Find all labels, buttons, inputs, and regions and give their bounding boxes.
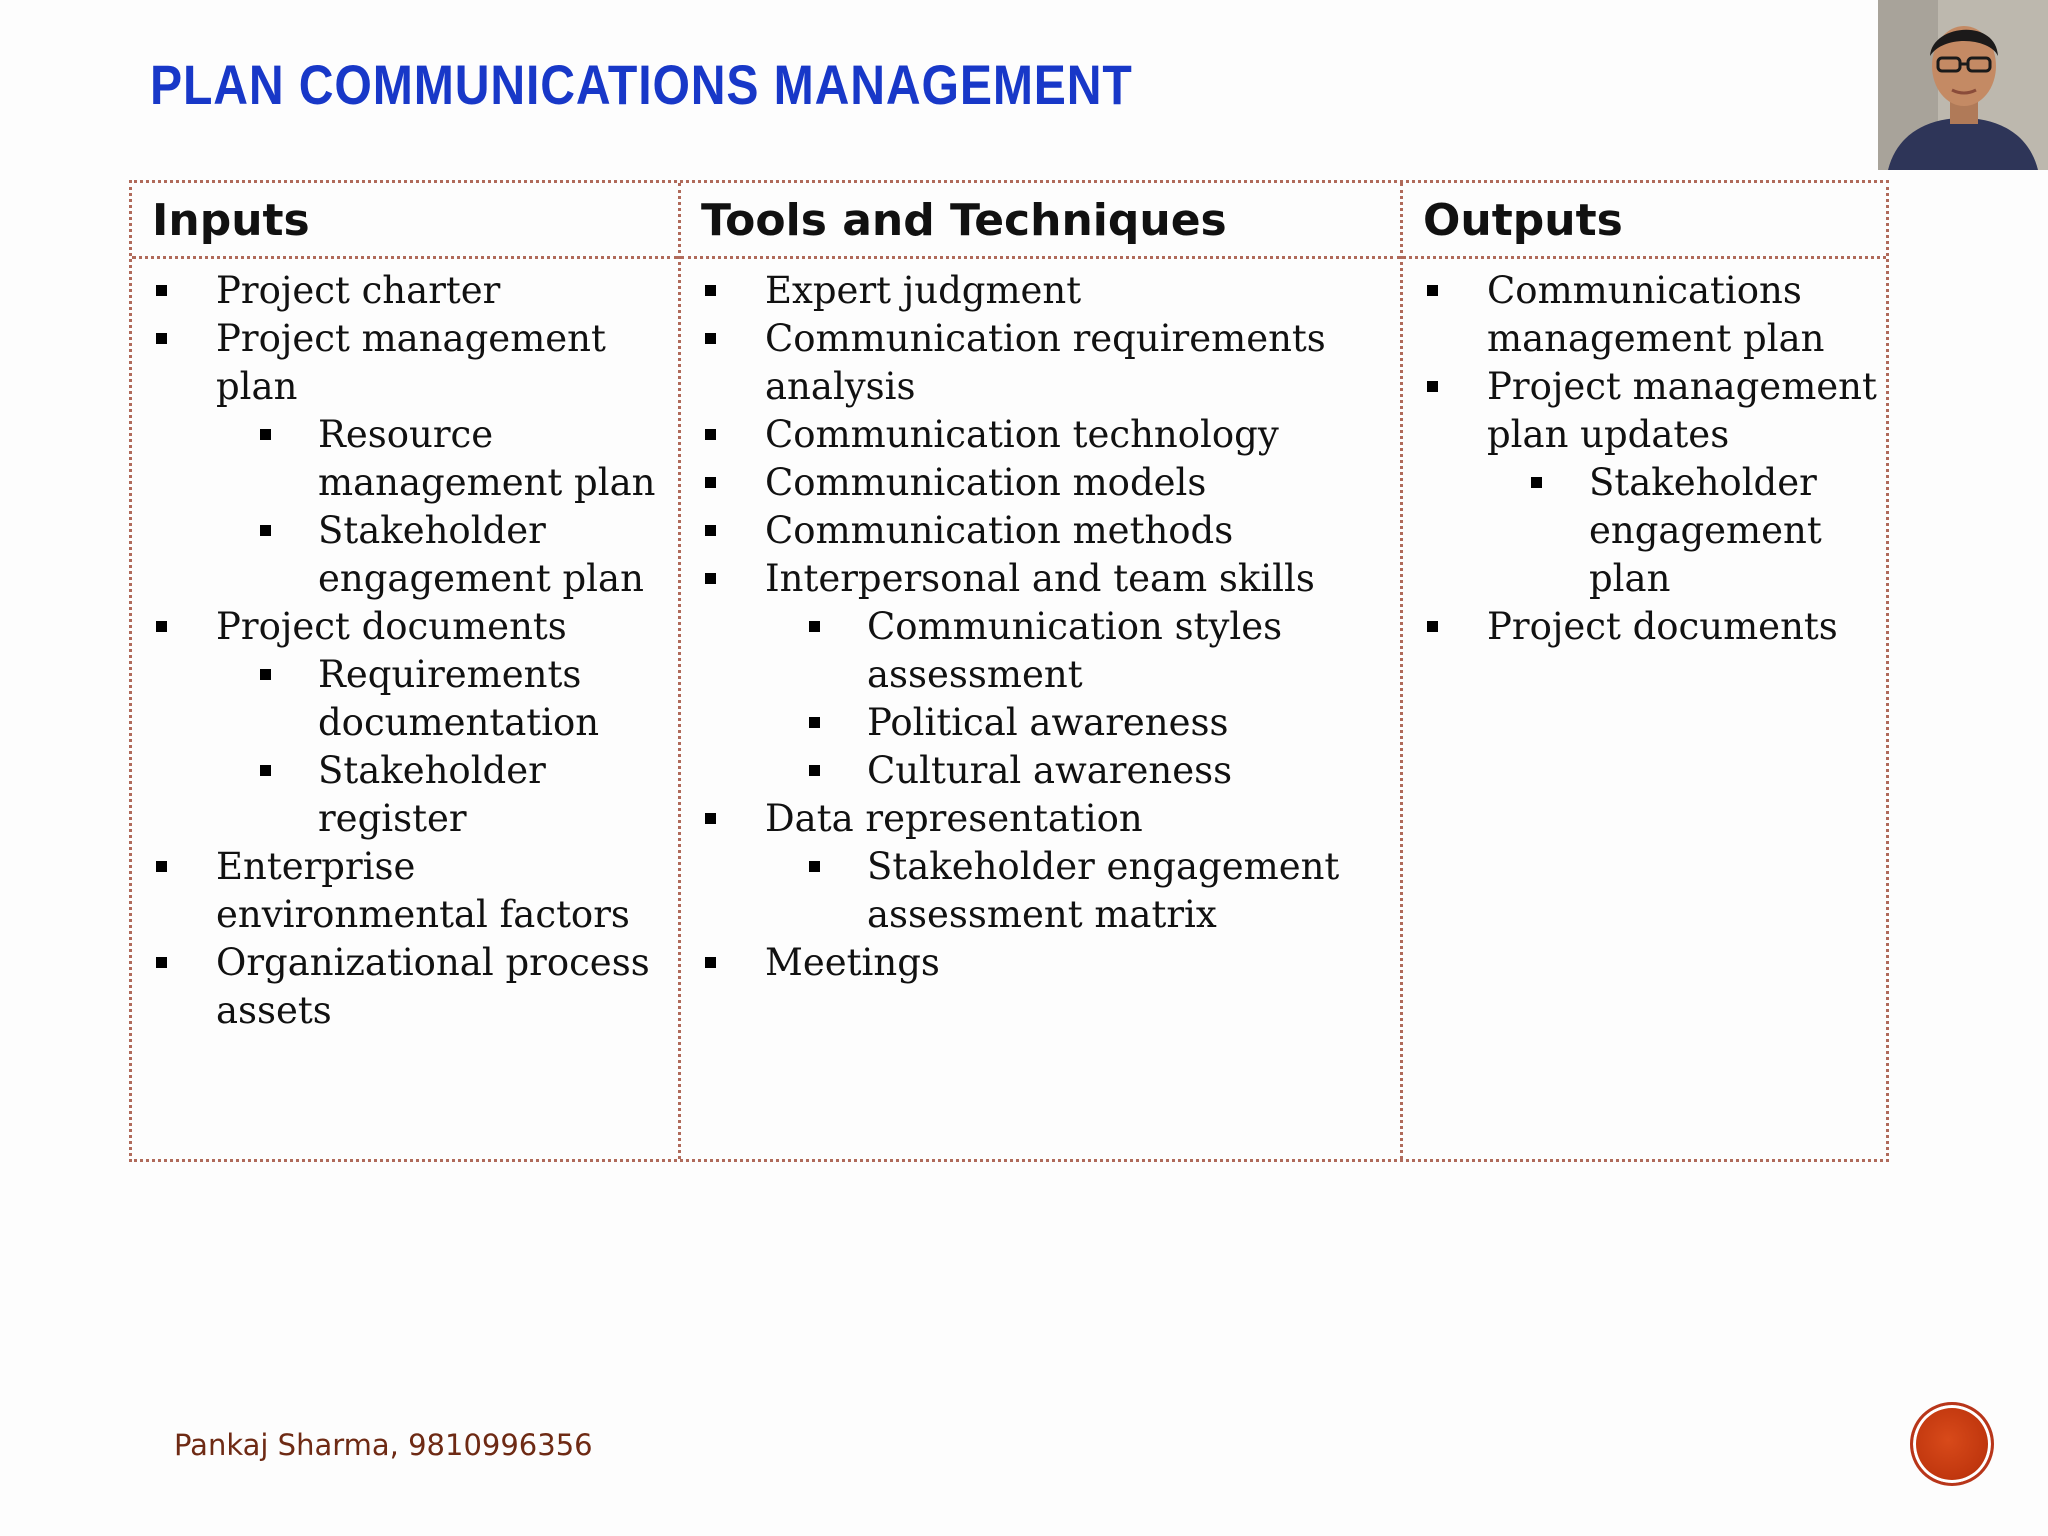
list-item: Political awareness [681, 699, 1400, 747]
list-item: Stakeholder engagement plan [132, 507, 678, 603]
list-item: Communication technology [681, 411, 1400, 459]
outputs-list [1403, 259, 1886, 651]
list-item: Resource management plan [132, 411, 678, 507]
list-item: Meetings [681, 939, 1400, 987]
outputs-header: Outputs [1403, 183, 1886, 259]
slide-nav-button[interactable] [1910, 1402, 1994, 1486]
list-item: Data representation [681, 795, 1400, 843]
tools-header: Tools and Techniques [681, 183, 1400, 259]
outputs-column [1400, 183, 1886, 1159]
list-item: Stakeholder engagement assessment matrix [681, 843, 1400, 939]
list-item: Communication models [681, 459, 1400, 507]
presenter-webcam [1878, 0, 2048, 170]
list-item: Communication requirements analysis [681, 315, 1400, 411]
list-item: Communication styles assessment [681, 603, 1400, 699]
presenter-portrait-icon [1878, 0, 2048, 170]
list-item: Cultural awareness [681, 747, 1400, 795]
slide-title: PLAN COMMUNICATIONS MANAGEMENT [150, 53, 1133, 116]
list-item: Project management plan updates [1403, 363, 1886, 459]
list-item: Organizational process assets [132, 939, 678, 1035]
list-item: Requirements documentation [132, 651, 678, 747]
footer-contact: Pankaj Sharma, 9810996356 [174, 1428, 593, 1462]
list-item: Enterprise environmental factors [132, 843, 678, 939]
list-item: Communication methods [681, 507, 1400, 555]
inputs-header: Inputs [132, 183, 678, 259]
list-item: Project documents [1403, 603, 1886, 651]
list-item: Stakeholder engagement plan [1403, 459, 1886, 603]
list-item: Stakeholder register [132, 747, 678, 843]
inputs-column [132, 183, 678, 1159]
list-item: Project documents [132, 603, 678, 651]
inputs-list [132, 259, 678, 1035]
list-item: Project charter [132, 267, 678, 315]
list-item: Project management plan [132, 315, 678, 411]
tools-list [681, 259, 1400, 987]
list-item: Interpersonal and team skills [681, 555, 1400, 603]
list-item: Expert judgment [681, 267, 1400, 315]
tools-column [678, 183, 1400, 1159]
list-item: Communications management plan [1403, 267, 1886, 363]
process-table [129, 180, 1889, 1162]
